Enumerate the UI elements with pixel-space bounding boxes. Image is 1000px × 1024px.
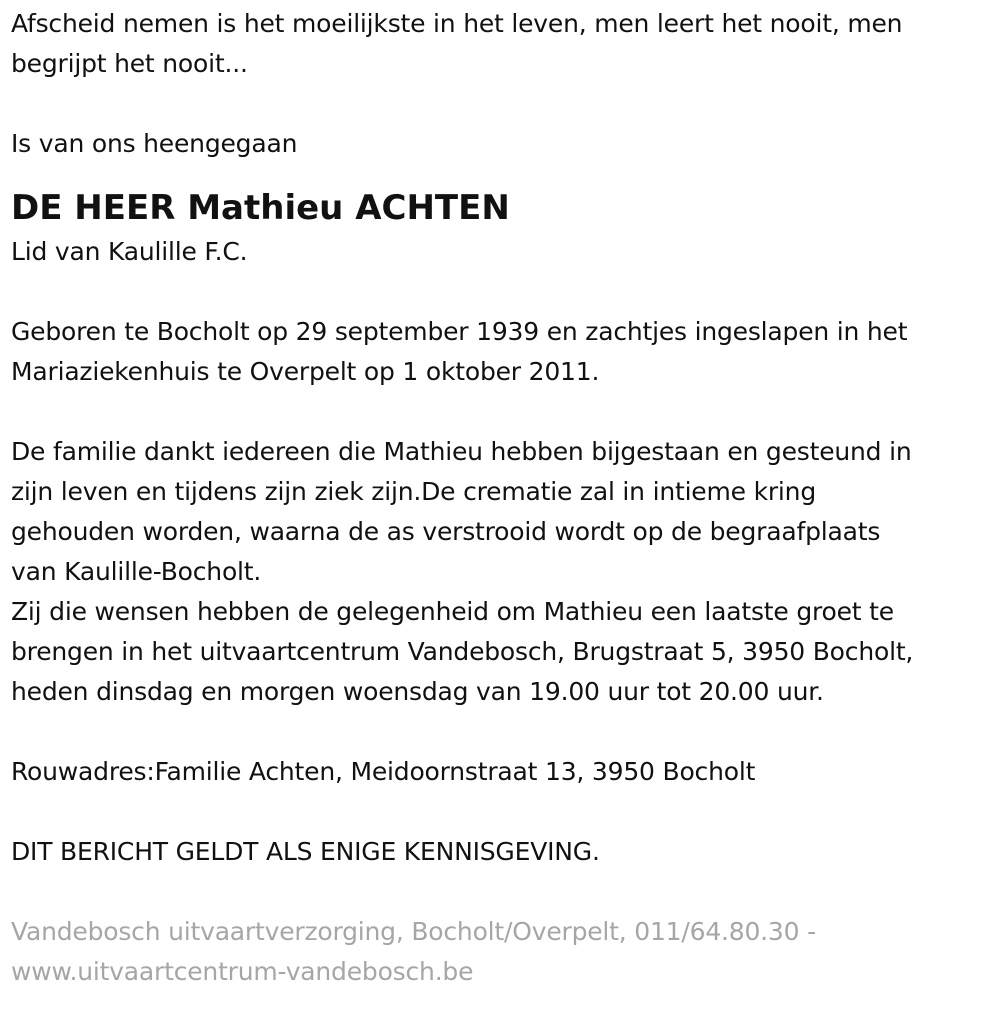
membership-text: Lid van Kaulille F.C.	[11, 237, 248, 266]
mourning-address: Rouwadres:Familie Achten, Meidoornstraat 13, 3950 Bocholt	[11, 757, 756, 786]
opening-quote-line-1: Afscheid nemen is het moeilijkste in het leven, men leert het nooit, men	[11, 9, 903, 38]
thanks-line-1: De familie dankt iedereen die Mathieu hebben bijgestaan en gesteund in	[11, 437, 912, 466]
opening-quote-line-2: begrijpt het nooit...	[11, 49, 248, 78]
thanks-line-4: van Kaulille-Bocholt.	[11, 557, 262, 586]
deceased-name: DE HEER Mathieu ACHTEN	[11, 188, 510, 228]
footer-website: www.uitvaartcentrum-vandebosch.be	[11, 957, 474, 986]
footer-line-1: Vandebosch uitvaartverzorging, Bocholt/Overpelt, 011/64.80.30 -	[11, 917, 816, 946]
thanks-line-2: zijn leven en tijdens zijn ziek zijn.De crematie zal in intieme kring	[11, 477, 816, 506]
thanks-line-6: brengen in het uitvaartcentrum Vandebosch, Brugstraat 5, 3950 Bocholt,	[11, 637, 914, 666]
thanks-line-3: gehouden worden, waarna de as verstrooid wordt op de begraafplaats	[11, 517, 881, 546]
thanks-line-7: heden dinsdag en morgen woensdag van 19.00 uur tot 20.00 uur.	[11, 677, 824, 706]
intro-text: Is van ons heengegaan	[11, 129, 298, 158]
obituary-notice	[11, 4, 996, 992]
birth-death-line-1: Geboren te Bocholt op 29 september 1939 en zachtjes ingeslapen in het	[11, 317, 908, 346]
thanks-line-5: Zij die wensen hebben de gelegenheid om Mathieu een laatste groet te	[11, 597, 894, 626]
closing-statement: DIT BERICHT GELDT ALS ENIGE KENNISGEVING.	[11, 837, 600, 866]
birth-death-line-2: Mariaziekenhuis te Overpelt op 1 oktober 2011.	[11, 357, 600, 386]
